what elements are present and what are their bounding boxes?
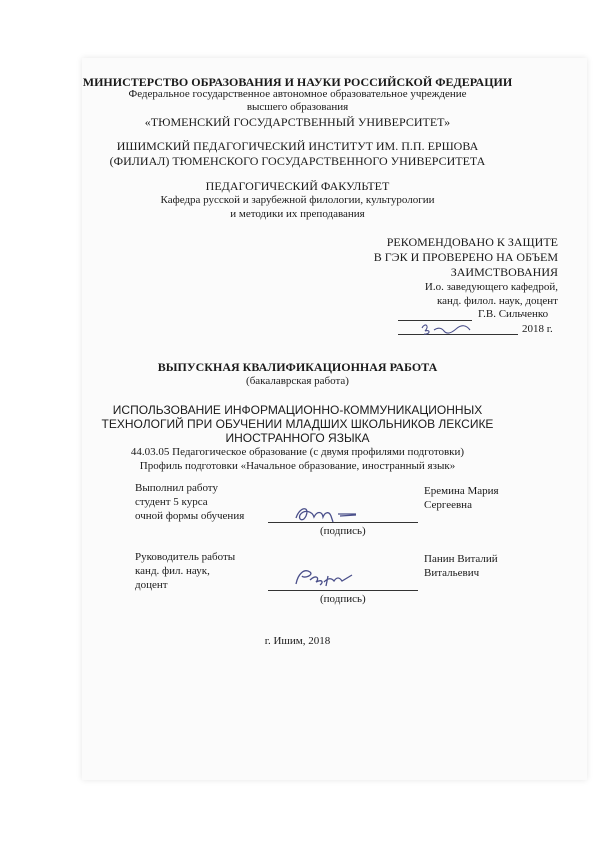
student-signature-caption: (подпись) <box>320 525 366 537</box>
faculty-name: ПЕДАГОГИЧЕСКИЙ ФАКУЛЬТЕТ <box>205 179 390 193</box>
approval-year: 2018 г. <box>522 323 553 335</box>
institution-level-line: высшего образования <box>246 101 349 113</box>
work-title-line3: ИНОСТРАННОГО ЯЗЫКА <box>225 431 370 445</box>
supervisor-name-line2: Витальевич <box>424 567 480 579</box>
institution-type-line: Федеральное государственное автономное образовательное учреждение <box>128 88 467 100</box>
student-label-line3: очной формы обучения <box>135 510 245 522</box>
student-signature <box>290 500 370 528</box>
supervisor-name-line1: Панин Виталий <box>424 553 498 565</box>
approval-line2: В ГЭК И ПРОВЕРЕНО НА ОБЪЕМ <box>373 250 558 264</box>
student-signature-line <box>268 522 418 523</box>
department-line2: и методики их преподавания <box>230 208 365 220</box>
approval-degree: канд. филол. наук, доцент <box>436 295 558 307</box>
approval-line1: РЕКОМЕНДОВАНО К ЗАЩИТЕ <box>386 235 558 249</box>
work-type: ВЫПУСКНАЯ КВАЛИФИКАЦИОННАЯ РАБОТА <box>157 360 438 374</box>
work-title-line2: ТЕХНОЛОГИЙ ПРИ ОБУЧЕНИИ МЛАДШИХ ШКОЛЬНИКОВ ЛЕКСИКЕ <box>101 417 494 431</box>
student-name-line2: Сергеевна <box>424 499 472 511</box>
university-name: «ТЮМЕНСКИЙ ГОСУДАРСТВЕННЫЙ УНИВЕРСИТЕТ» <box>144 115 451 129</box>
supervisor-label-line2: канд. фил. наук, <box>135 565 210 577</box>
work-subtype: (бакалаврская работа) <box>246 375 349 387</box>
student-name-line1: Еремина Мария <box>424 485 499 497</box>
approval-name: Г.В. Сильченко <box>478 308 549 320</box>
supervisor-signature-caption: (подпись) <box>320 593 366 605</box>
study-direction: 44.03.05 Педагогическое образование (с двумя профилями подготовки) <box>130 446 465 458</box>
branch-name-line1: ИШИМСКИЙ ПЕДАГОГИЧЕСКИЙ ИНСТИТУТ ИМ. П.П. ЕРШОВА <box>116 139 479 153</box>
study-profile: Профиль подготовки «Начальное образование, иностранный язык» <box>139 460 456 472</box>
work-title-line1: ИСПОЛЬЗОВАНИЕ ИНФОРМАЦИОННО-КОММУНИКАЦИОННЫХ <box>112 403 483 417</box>
supervisor-label-line1: Руководитель работы <box>135 551 236 563</box>
supervisor-signature-line <box>268 590 418 591</box>
supervisor-label-line3: доцент <box>135 579 168 591</box>
approval-date-handwriting <box>418 318 478 336</box>
student-label-line2: студент 5 курса <box>135 496 208 508</box>
supervisor-signature <box>290 562 370 590</box>
approval-role: И.о. заведующего кафедрой, <box>424 281 558 293</box>
approval-line3: ЗАИМСТВОВАНИЯ <box>450 265 558 279</box>
student-label-line1: Выполнил работу <box>135 482 218 494</box>
department-line1: Кафедра русской и зарубежной филологии, культурологии <box>160 194 435 206</box>
ministry-title: МИНИСТЕРСТВО ОБРАЗОВАНИЯ И НАУКИ РОССИЙСКОЙ ФЕДЕРАЦИИ <box>82 75 513 89</box>
branch-name-line2: (ФИЛИАЛ) ТЮМЕНСКОГО ГОСУДАРСТВЕННОГО УНИВЕРСИТЕТА <box>109 154 486 168</box>
city-year: г. Ишим, 2018 <box>264 635 331 647</box>
